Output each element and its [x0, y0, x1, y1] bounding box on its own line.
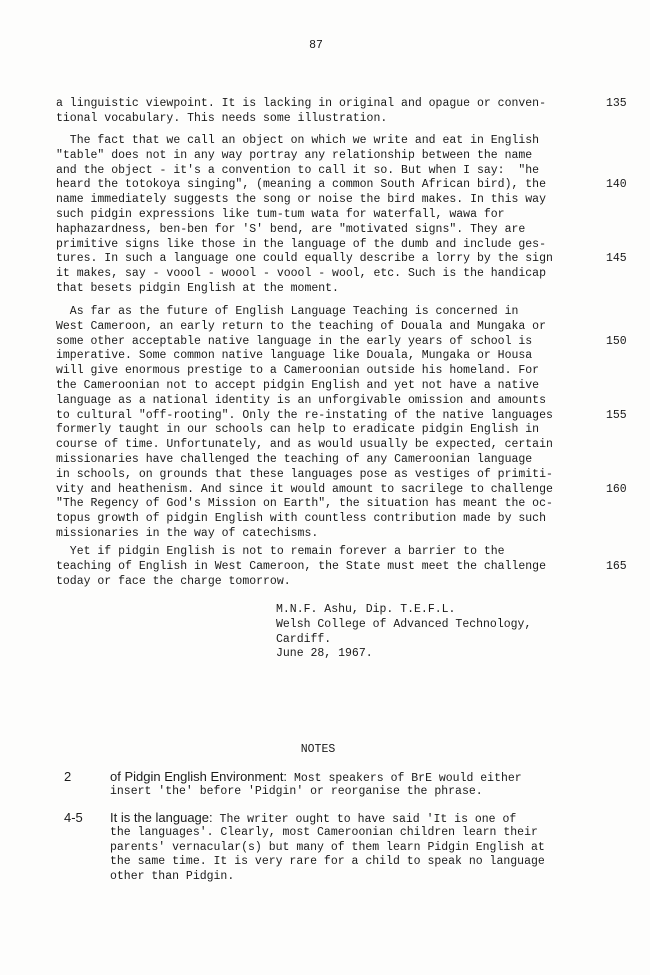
text-line: tional vocabulary. This needs some illustration. — [56, 111, 388, 125]
text-line: name immediately suggests the song or noise the bird makes. In this way — [56, 193, 546, 207]
note-line — [110, 841, 545, 856]
text-line: "The Regency of God's Mission on Earth", the situation has meant the oc- — [56, 497, 553, 511]
note-text: parents' vernacular(s) but many of them learn Pidgin English at — [110, 840, 545, 854]
text-line: primitive signs like those in the language of the dumb and include ges- — [56, 237, 546, 251]
signature-line: M.N.F. Ashu, Dip. T.E.F.L. — [276, 603, 456, 616]
note-text: other than Pidgin. — [110, 870, 235, 884]
line-number: 165 — [606, 559, 627, 573]
note-line — [110, 855, 545, 870]
text-line: heard the totokoya singing", (meaning a common South African bird), the — [56, 178, 546, 192]
line-number: 145 — [606, 252, 627, 266]
note-lemma: It is the language: — [110, 810, 213, 825]
text-line: will give enormous prestige to a Cameroonian outside his homeland. For — [56, 364, 540, 378]
note-text: the languages'. Clearly, most Cameroonian children learn their — [110, 825, 538, 839]
text-line: The fact that we call an object on which we write and eat in English — [56, 134, 540, 147]
text-line: course of time. Unfortunately, and as would usually be expected, certain — [56, 438, 553, 452]
text-line: tures. In such a language one could equally describe a lorry by the sign — [56, 252, 553, 266]
text-line: a linguistic viewpoint. It is lacking in original and opague or conven- — [56, 97, 546, 110]
text-line: missionaries have challenged the teaching of any Cameroonian language — [56, 453, 533, 466]
signature-line: June 28, 1967. — [276, 647, 373, 661]
text-line: it makes, say - voool - woool - voool - wool, etc. Such is the handicap — [56, 267, 546, 281]
text-line: missionaries in the way of catechisms. — [56, 527, 319, 540]
text-line: teaching of English in West Cameroon, the State must meet the challenge — [56, 559, 546, 573]
text-line: formerly taught in our schools can help to eradicate pidgin English in — [56, 423, 540, 437]
note-text: Most speakers of BrE would either — [287, 772, 522, 785]
note-line — [110, 870, 234, 885]
text-line: and the object - it's a convention to call it so. But when I say: "he — [56, 163, 540, 177]
text-line: some other acceptable native language in the early years of school is — [56, 334, 533, 348]
text-line: such pidgin expressions like tum-tum wata for waterfall, wawa for — [56, 208, 505, 221]
text-line: "table" does not in any way portray any relationship between the name — [56, 148, 533, 162]
text-line: haphazardness, ben-ben for 'S' bend, are "motivated signs". They are — [56, 222, 526, 236]
text-line: topus growth of pidgin English with countless contribution made by such — [56, 512, 546, 526]
text-line: imperative. Some common native language like Douala, Mungaka or Housa — [56, 349, 533, 363]
note-lemma: of Pidgin English Environment: — [110, 769, 288, 784]
text-line: to cultural "off-rooting". Only the re-instating of the native languages — [56, 408, 553, 422]
note-line — [110, 826, 538, 841]
text-line: West Cameroon, an early return to the teaching of Douala and Mungaka or — [56, 319, 546, 333]
note-text: insert 'the' before 'Pidgin' or reorganise the phrase. — [110, 784, 483, 798]
text-line: Yet if pidgin English is not to remain forever a barrier to the — [56, 545, 505, 558]
note-reference: 2 — [64, 769, 72, 784]
note-reference: 4-5 — [64, 810, 83, 825]
note-text: the same time. It is very rare for a child to speak no language — [110, 855, 545, 869]
line-number: 150 — [606, 334, 627, 348]
signature-line: Welsh College of Advanced Technology, — [276, 617, 532, 631]
text-line: today or face the charge tomorrow. — [56, 574, 291, 588]
note-text: The writer ought to have said 'It is one of — [212, 813, 517, 826]
page-number: 87 — [309, 39, 323, 52]
text-line: that besets pidgin English at the moment. — [56, 282, 339, 295]
text-line: in schools, on grounds that these languages pose as vestiges of primiti- — [56, 467, 553, 481]
line-number: 135 — [606, 97, 627, 110]
line-number: 140 — [606, 178, 627, 192]
line-number: 160 — [606, 482, 627, 496]
line-number: 155 — [606, 408, 627, 422]
text-line: As far as the future of English Language Teaching is concerned in — [56, 305, 519, 318]
text-line: language as a national identity is an unforgivable omission and amounts — [56, 393, 546, 407]
note-line — [110, 785, 483, 800]
signature-line: Cardiff. — [276, 632, 332, 646]
text-line: the Cameroonian not to accept pidgin English and yet not have a native — [56, 379, 540, 392]
text-line: vity and heathenism. And since it would amount to sacrilege to challenge — [56, 482, 553, 496]
notes-heading: NOTES — [300, 743, 336, 756]
